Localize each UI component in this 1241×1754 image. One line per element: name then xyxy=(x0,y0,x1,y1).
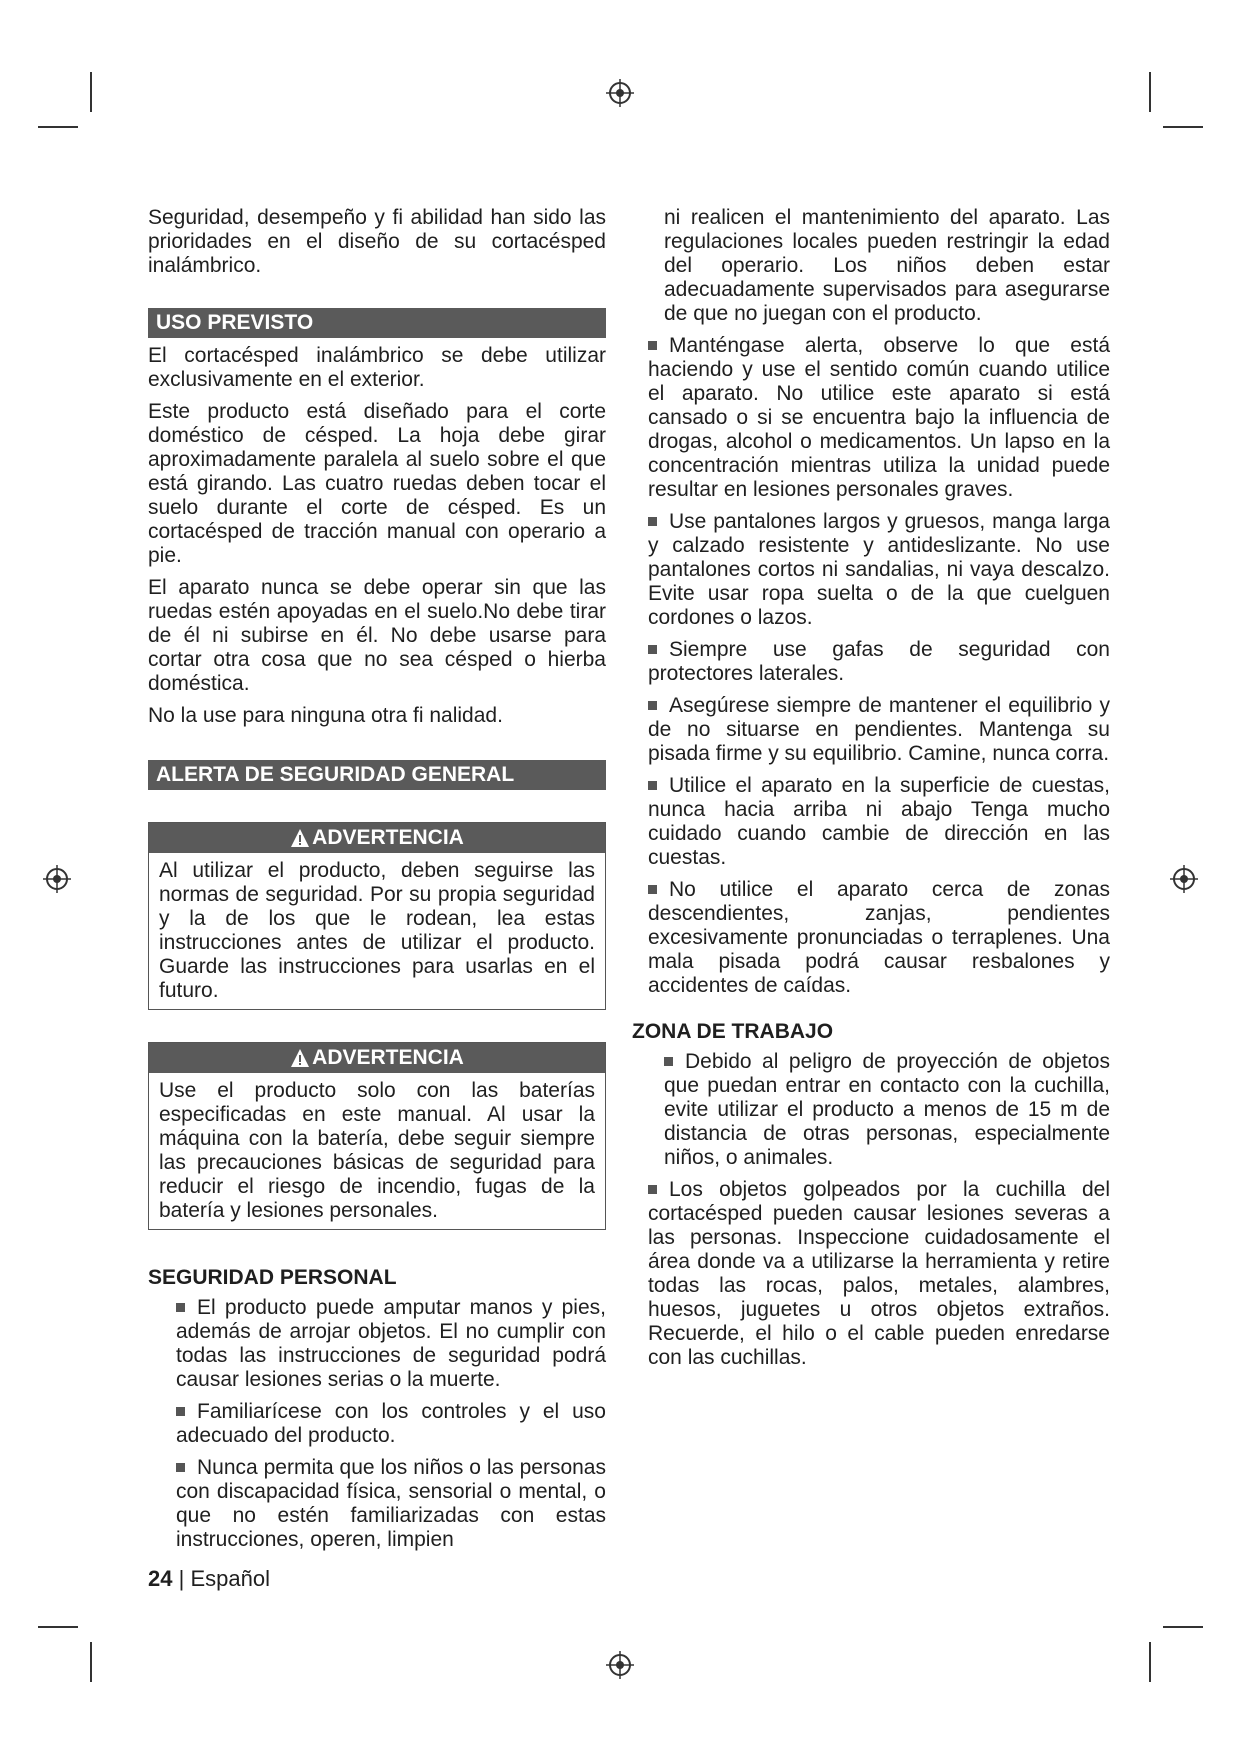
bullet-square-icon xyxy=(648,517,657,526)
list-item: Los objetos golpeados por la cuchilla del cortacésped pueden causar lesiones severas a las personas. Inspeccione cuidadosamente el área donde va a utilizarse la herramienta y retire todas las rocas, palos, metales, alambres, huesos, juguetes u otros objetos extraños. Recuerde, el hilo o el cable pueden enredarse con las cuchillas. xyxy=(648,1178,1110,1369)
bullet-list xyxy=(648,334,1110,998)
warning-text: Al utilizar el producto, deben seguirse las normas de seguridad. Por su propia seguridad y la de los que le rodean, lea estas instrucciones antes de utilizar el producto. Guarde las instrucciones para usarlas en el futuro. xyxy=(159,859,595,1002)
list-item: El producto puede amputar manos y pies, además de arrojar objetos. El no cumplir con todas las instrucciones de seguridad podrá causar lesiones serias o la muerte. xyxy=(176,1296,606,1391)
footer-separator: | xyxy=(178,1566,185,1591)
page-footer xyxy=(148,1566,270,1592)
bullet-square-icon xyxy=(648,701,657,710)
continuation-paragraph: ni realicen el mantenimiento del aparato. Las regulaciones locales pueden restringir la edad del operario. Los niños deben estar adecuadamente supervisados para asegurarse de que no juegan con el producto. xyxy=(664,206,1110,325)
crop-mark xyxy=(1149,1642,1151,1682)
crop-mark xyxy=(1163,126,1203,128)
bullet-square-icon xyxy=(664,1057,673,1066)
warning-box xyxy=(148,1042,606,1230)
warning-header-text: ADVERTENCIA xyxy=(312,826,464,849)
bullet-square-icon xyxy=(648,885,657,894)
list-item: Siempre use gafas de seguridad con protectores laterales. xyxy=(648,638,1110,685)
intro-paragraph: Seguridad, desempeño y fi abilidad han sido las prioridades en el diseño de su cortacésped inalámbrico. xyxy=(148,206,606,277)
paragraph: Este producto está diseñado para el corte doméstico de césped. La hoja debe girar aproximadamente paralela al suelo sobre el que está girando. Las cuatro ruedas deben tocar el suelo durante el corte de césped. Es un cortacésped de tracción manual con operario a pie. xyxy=(148,400,606,567)
bullet-square-icon xyxy=(176,1463,185,1472)
list-item: Asegúrese siempre de mantener el equilibrio y de no situarse en pendientes. Mantenga su pisada firme y su equilibrio. Camine, nunca corra. xyxy=(648,694,1110,765)
crop-mark xyxy=(38,1626,78,1628)
bullet-list xyxy=(176,1296,606,1552)
bullet-square-icon xyxy=(648,1185,657,1194)
section-heading-uso-previsto: USO PREVISTO xyxy=(148,308,606,338)
paragraph: El aparato nunca se debe operar sin que las ruedas estén apoyadas en el suelo.No debe tirar de él ni subirse en él. No debe usarse para cortar otra cosa que no sea césped o hierba doméstica. xyxy=(148,576,606,695)
registration-mark-icon xyxy=(1169,864,1199,894)
warning-triangle-icon xyxy=(290,1048,310,1068)
list-item: Use pantalones largos y gruesos, manga larga y calzado resistente y antideslizante. No use pantalones cortos ni sandalias, ni vaya descalzo. Evite usar ropa suelta o de la que cuelguen cordones o lazos. xyxy=(648,510,1110,629)
list-item: Debido al peligro de proyección de objetos que puedan entrar en contacto con la cuchilla, evite utilizar el producto a menos de 15 m de distancia de otras personas, especialmente niños, o animales. xyxy=(664,1050,1110,1169)
list-item: No utilice el aparato cerca de zonas descendientes, zanjas, pendientes excesivamente pronunciadas o terraplenes. Una mala pisada podrá causar resbalones y accidentes de caídas. xyxy=(648,878,1110,997)
warning-box xyxy=(148,822,606,1010)
paragraph: No la use para ninguna otra fi nalidad. xyxy=(148,704,503,727)
warning-header-text: ADVERTENCIA xyxy=(312,1046,464,1069)
bullet-square-icon xyxy=(176,1407,185,1416)
left-column xyxy=(148,206,606,1560)
warning-header xyxy=(149,823,605,853)
section-heading-zona-trabajo: ZONA DE TRABAJO xyxy=(632,1020,834,1043)
paragraph: El cortacésped inalámbrico se debe utilizar exclusivamente en el exterior. xyxy=(148,344,606,391)
section-heading-alerta: ALERTA DE SEGURIDAD GENERAL xyxy=(148,760,606,790)
registration-mark-icon xyxy=(605,78,635,108)
bullet-square-icon xyxy=(648,645,657,654)
crop-mark xyxy=(90,1642,92,1682)
registration-mark-icon xyxy=(42,864,72,894)
bullet-list xyxy=(648,1050,1110,1370)
bullet-square-icon xyxy=(176,1303,185,1312)
right-column xyxy=(632,206,1110,1378)
section-heading-seguridad-personal: SEGURIDAD PERSONAL xyxy=(148,1266,397,1289)
list-item: Familiarícese con los controles y el uso adecuado del producto. xyxy=(176,1400,606,1447)
bullet-square-icon xyxy=(648,781,657,790)
registration-mark-icon xyxy=(605,1650,635,1680)
list-item: Utilice el aparato en la superficie de cuestas, nunca hacia arriba ni abajo Tenga mucho cuidado cuando cambie de dirección en las cuestas. xyxy=(648,774,1110,869)
list-item: Nunca permita que los niños o las personas con discapacidad física, sensorial o mental, o que no estén familiarizadas con estas instrucciones, operen, limpien xyxy=(176,1456,606,1551)
footer-language: Español xyxy=(190,1566,270,1591)
crop-mark xyxy=(1149,72,1151,112)
warning-triangle-icon xyxy=(290,828,310,848)
crop-mark xyxy=(38,126,78,128)
bullet-square-icon xyxy=(648,341,657,350)
crop-mark xyxy=(90,72,92,112)
warning-header xyxy=(149,1043,605,1073)
warning-text: Use el producto solo con las baterías especificadas en este manual. Al usar la máquina con la batería, debe seguir siempre las precauciones básicas de seguridad para reducir el riesgo de incendio, fugas de la batería y lesiones personales. xyxy=(159,1079,595,1222)
crop-mark xyxy=(1163,1626,1203,1628)
list-item: Manténgase alerta, observe lo que está haciendo y use el sentido común cuando utilice el aparato. No utilice este aparato si está cansado o si se encuentra bajo la influencia de drogas, alcohol o medicamentos. Un lapso en la concentración mientras utiliza la unidad puede resultar en lesiones personales graves. xyxy=(648,334,1110,501)
page-number: 24 xyxy=(148,1566,173,1591)
